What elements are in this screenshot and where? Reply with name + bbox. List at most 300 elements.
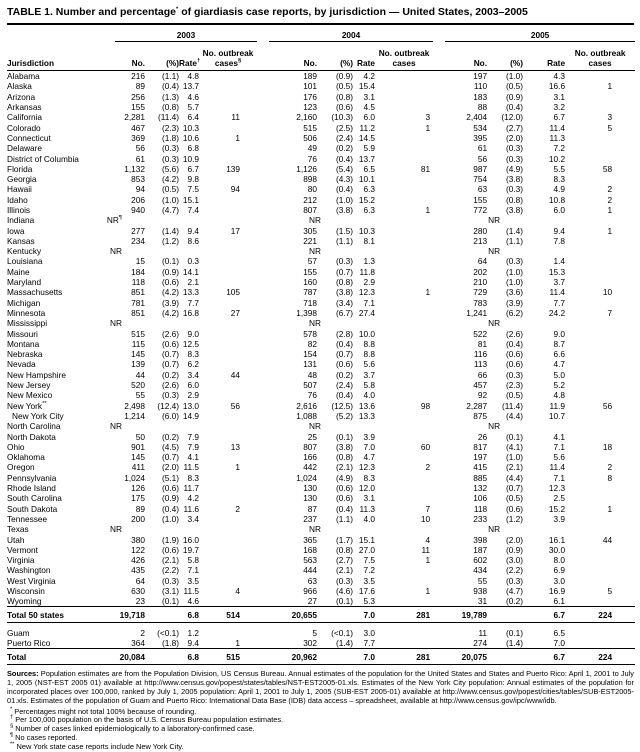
outbreak-marker: § — [237, 57, 242, 64]
cell-2003-rate: 7.9 — [187, 441, 199, 452]
cell-2005-no: 88 — [477, 102, 488, 113]
cell-2003-no: 630 — [131, 585, 145, 596]
cell-2003-pct — [145, 524, 179, 534]
cell-2005-rate: 15.2 — [548, 503, 566, 514]
pct-header-2004: (%) — [317, 42, 353, 71]
spacer-cell — [257, 623, 269, 638]
cell-2004-rate — [353, 421, 375, 431]
cell-2004-rate: 7.0 — [353, 649, 375, 665]
cell-2003-ob — [199, 483, 257, 493]
cell-2003-pct — [145, 246, 179, 256]
cell-2005-pct: (11.4) — [502, 400, 524, 411]
cell-2003-pct: (0.3) — [161, 143, 179, 154]
table-row — [7, 411, 635, 421]
spacer-cell — [433, 246, 445, 256]
spacer-cell — [257, 256, 269, 266]
cell-2004-pct: (2.1) — [335, 565, 354, 576]
cell-2004-rate: 10.1 — [358, 174, 376, 185]
cell-2004-ob — [375, 380, 433, 390]
cell-2003-rate: 10.6 — [182, 132, 199, 143]
spacer-cell — [433, 143, 445, 153]
cell-2004-ob — [375, 493, 433, 503]
spacer-cell — [433, 545, 445, 555]
spacer-cell — [433, 607, 445, 623]
cell-2003-no: 118 — [131, 277, 145, 288]
cell-2005-no: 729 — [473, 287, 488, 298]
cell-2003-rate — [179, 215, 199, 225]
cell-2003-pct: (0.4) — [161, 81, 179, 92]
table-row — [7, 493, 635, 503]
cell-2003-no: 277 — [131, 225, 145, 236]
cell-2003-ob: 139 — [226, 163, 241, 174]
table-row — [7, 390, 635, 400]
cell-2003-pct: (1.2) — [161, 235, 179, 246]
spacer-cell — [433, 308, 445, 318]
cell-2005-rate: 10.2 — [548, 153, 566, 164]
cell-2004-rate: 11.8 — [359, 266, 376, 277]
spacer-cell — [257, 524, 269, 534]
total-row — [7, 649, 635, 665]
cell-2004-pct: (0.7) — [335, 349, 354, 360]
cell-2003-no: 216 — [131, 71, 145, 82]
spacer-cell — [433, 153, 445, 163]
cell-2004-pct: (0.8) — [335, 91, 354, 102]
spacer-cell — [433, 328, 445, 338]
jurisdiction-cell: Maryland — [7, 277, 42, 288]
cell-2005-rate: 9.0 — [553, 328, 566, 339]
cell-2003-rate: 8.6 — [187, 235, 199, 246]
column-header-row — [7, 42, 635, 71]
cell-2003-no: 520 — [131, 380, 145, 391]
cell-2003-pct: (2.6) — [161, 328, 179, 339]
cell-2004-no: 506 — [303, 132, 318, 143]
jurisdiction-cell: New Mexico — [7, 390, 53, 401]
cell-2003-rate — [179, 246, 199, 256]
cell-2005-pct — [487, 607, 523, 623]
cell-2003-rate: 8.3 — [187, 349, 199, 360]
spacer-cell — [257, 318, 269, 328]
cell-2004-no: 176 — [303, 91, 318, 102]
jurisdiction-cell: Nebraska — [7, 349, 43, 360]
cell-2004-rate: 11.2 — [359, 122, 376, 133]
spacer-cell — [257, 184, 269, 194]
cell-2005-pct: (0.7) — [506, 483, 524, 494]
cell-2005-pct: (6.2) — [506, 307, 524, 318]
cell-2003-rate: 10.9 — [182, 153, 199, 164]
cell-2004-pct: (0.5) — [335, 81, 354, 92]
cell-2005-rate: 11.3 — [549, 132, 566, 143]
cell-2005-no: 783 — [473, 297, 488, 308]
spacer-cell — [433, 555, 445, 565]
spacer-cell — [257, 215, 269, 225]
table-row — [7, 545, 635, 555]
table-row — [7, 236, 635, 246]
cell-2003-no: 19,718 — [115, 607, 145, 623]
cell-2005-ob — [565, 246, 635, 256]
cell-2003-rate: 3.5 — [187, 575, 199, 586]
cell-2004-rate — [353, 215, 375, 225]
jurisdiction-cell: Louisiana — [7, 256, 43, 267]
total-row — [7, 607, 635, 623]
cell-2005-ob — [565, 370, 635, 380]
spacer-cell — [433, 205, 445, 215]
cell-2004-no: 787 — [303, 287, 318, 298]
cell-2003-ob — [199, 349, 257, 359]
spacer-cell — [257, 555, 269, 565]
cell-2003-ob — [199, 359, 257, 369]
cell-2005-no: NR — [488, 215, 501, 226]
cell-2005-pct: (3.8) — [506, 205, 524, 215]
cell-2005-ob: 2 — [607, 194, 613, 205]
jurisdiction-cell: Oregon — [7, 462, 35, 473]
jurisdiction-cell: Vermont — [7, 544, 38, 555]
cell-2003-ob — [199, 421, 257, 431]
cell-2004-ob — [375, 318, 433, 328]
cell-2005-no: 187 — [473, 544, 488, 555]
cell-2003-rate: 5.8 — [187, 555, 199, 566]
table-row — [7, 225, 635, 235]
cell-2004-ob: 281 — [375, 607, 433, 623]
cell-2005-no: 116 — [473, 349, 488, 360]
cell-2005-pct: (0.3) — [506, 184, 524, 195]
cell-2005-no: 2,404 — [466, 112, 488, 123]
cell-2003-ob — [199, 122, 257, 132]
cell-2004-rate: 14.5 — [358, 132, 376, 143]
cell-2005-rate: 7.1 — [553, 441, 566, 452]
cell-2005-rate: 6.1 — [553, 596, 566, 607]
cell-2003-pct: (5.1) — [161, 472, 179, 483]
cell-2003-no: 369 — [131, 132, 145, 143]
spacer-cell — [433, 452, 445, 462]
spacer-cell — [257, 328, 269, 338]
table-row — [7, 122, 635, 132]
spacer-cell — [433, 380, 445, 390]
cell-2003-pct: (0.4) — [161, 503, 179, 514]
spacer-cell — [433, 267, 445, 277]
cell-2005-ob: 18 — [602, 441, 613, 452]
cell-2003-no: 2 — [140, 627, 145, 638]
year-2004-header: 2004 — [269, 26, 433, 42]
cell-2003-no: 64 — [135, 575, 145, 586]
cell-2005-pct: (0.6) — [506, 349, 524, 360]
table-row — [7, 503, 635, 513]
cell-2003-rate: 6.0 — [187, 380, 199, 391]
cell-2004-rate: 8.8 — [363, 338, 376, 349]
cell-2004-pct: (2.8) — [335, 328, 354, 339]
cell-2003-no: 55 — [135, 390, 145, 401]
cell-2004-rate: 12.0 — [358, 483, 376, 494]
cell-2003-no: 126 — [131, 483, 145, 494]
cell-2004-rate: 13.6 — [358, 400, 376, 411]
cell-2004-rate: 8.3 — [363, 472, 376, 483]
cell-2005-rate: 2.5 — [553, 493, 566, 504]
spacer-cell — [433, 92, 445, 102]
cell-2005-rate: 4.1 — [553, 431, 566, 442]
table-row — [7, 370, 635, 380]
footnote-text: New York state case reports include New York City. — [16, 741, 184, 751]
cell-2005-rate: 11.4 — [549, 122, 566, 133]
table-row — [7, 380, 635, 390]
cell-2005-pct: (0.5) — [506, 493, 524, 504]
cell-2004-no: 718 — [303, 297, 318, 308]
table-row — [7, 576, 635, 586]
cell-2004-ob — [375, 328, 433, 338]
jurisdiction-header: Jurisdiction — [7, 42, 115, 71]
cell-2003-no: 139 — [131, 359, 145, 370]
cell-2005-no: 415 — [473, 462, 488, 473]
cell-2004-rate: 11.3 — [359, 503, 376, 514]
cell-2005-rate: 6.7 — [553, 112, 566, 123]
cell-2005-rate: 15.3 — [548, 266, 566, 277]
cell-2004-no: 123 — [303, 102, 318, 113]
cell-2005-no: NR — [488, 421, 501, 432]
cell-2003-ob — [199, 576, 257, 586]
cell-2005-rate: 3.0 — [553, 575, 566, 586]
cell-2004-no: 444 — [303, 565, 318, 576]
cell-2003-ob — [199, 596, 257, 607]
cell-2005-pct: (4.7) — [506, 585, 524, 596]
spacer-cell — [433, 195, 445, 205]
jurisdiction-cell: North Dakota — [7, 431, 56, 442]
cell-2003-pct: (<0.1) — [157, 627, 179, 638]
cell-2004-ob — [375, 195, 433, 205]
outbreak-label-line2: cases — [392, 57, 416, 68]
cell-2003-ob — [199, 267, 257, 277]
spacer-cell — [433, 411, 445, 421]
cell-2004-rate: 15.4 — [358, 81, 376, 92]
cell-2004-no: 898 — [303, 174, 318, 185]
cell-2005-ob — [565, 153, 635, 163]
jurisdiction-cell: South Carolina — [7, 493, 62, 504]
no-header-2003: No. — [115, 42, 145, 71]
cell-2003-rate: 11.5 — [183, 585, 199, 596]
cell-2003-no: 1,132 — [124, 163, 145, 174]
cell-2004-pct — [317, 246, 353, 256]
cell-2004-pct: (2.1) — [335, 462, 354, 473]
table-row — [7, 143, 635, 153]
jurisdiction-cell: Massachusetts — [7, 287, 63, 298]
cell-2004-pct: (1.5) — [335, 225, 354, 236]
cell-2005-ob: 56 — [602, 400, 613, 411]
table-row — [7, 184, 635, 194]
cell-2003-no: 411 — [131, 462, 145, 473]
cell-2005-rate: 10.8 — [548, 194, 566, 205]
table-row — [7, 71, 635, 82]
table-title: TABLE 1. Number and percentage* of giardiasis case reports, by jurisdiction — United States, 2003–2005 — [7, 6, 528, 18]
table-row — [7, 442, 635, 452]
spacer-cell — [433, 184, 445, 194]
cell-2004-no: NR — [309, 215, 322, 226]
cell-2004-pct: (0.4) — [335, 153, 354, 164]
cell-2004-no: 76 — [307, 153, 318, 164]
cell-2004-no: 221 — [303, 235, 318, 246]
cell-2003-pct: (0.7) — [161, 452, 179, 463]
cell-2005-pct: (0.9) — [506, 91, 524, 102]
cell-2005-no: 64 — [477, 256, 488, 267]
cell-2005-ob — [565, 576, 635, 586]
cell-2005-ob — [565, 71, 635, 82]
cell-2004-rate: 3.1 — [363, 493, 376, 504]
table-row — [7, 256, 635, 266]
cell-2003-rate: 9.0 — [187, 328, 199, 339]
cell-2003-rate: 6.7 — [187, 163, 199, 174]
cell-2005-no: 754 — [473, 174, 488, 185]
cell-2004-rate: 4.5 — [363, 102, 376, 113]
cell-2004-pct: (0.6) — [335, 359, 354, 370]
jurisdiction-cell: Illinois — [7, 205, 31, 215]
cell-2003-rate: 13.0 — [182, 400, 199, 411]
cell-2004-rate: 4.2 — [363, 71, 376, 82]
cell-2005-ob — [565, 390, 635, 400]
cell-2003-ob — [199, 339, 257, 349]
cell-2004-pct: (0.1) — [335, 431, 354, 442]
cell-2003-no: 1,214 — [124, 410, 145, 421]
cell-2005-rate: 4.3 — [553, 71, 566, 82]
pct-header-2003: (%) — [145, 42, 179, 71]
spacer-cell — [433, 576, 445, 586]
cell-2003-no: 23 — [135, 596, 145, 607]
cell-2005-ob: 224 — [565, 649, 635, 665]
year-header-row — [7, 26, 635, 42]
rate-marker: † — [196, 58, 201, 65]
cell-2003-ob: 11 — [231, 112, 241, 123]
cell-2004-ob: 1 — [425, 585, 431, 596]
cell-2004-pct: (0.8) — [335, 277, 354, 288]
cell-2005-rate: 6.7 — [523, 607, 565, 623]
jurisdiction-cell: Utah — [7, 534, 25, 545]
cell-2003-no: 364 — [131, 637, 145, 648]
spacer-cell — [257, 607, 269, 623]
jurisdiction-cell: Puerto Rico — [7, 637, 51, 648]
table-row — [7, 623, 635, 638]
cell-2003-pct: (4.2) — [161, 307, 179, 318]
cell-2003-ob — [199, 256, 257, 266]
cell-2004-pct: (0.3) — [335, 256, 354, 267]
cell-2003-ob — [199, 555, 257, 565]
cell-2004-pct: (0.4) — [335, 184, 354, 195]
cell-2004-no: 131 — [303, 359, 318, 370]
cell-2003-no: 61 — [135, 153, 145, 164]
cell-2005-ob: 1 — [607, 225, 613, 236]
cell-2004-pct — [317, 524, 353, 534]
cell-2004-pct: (5.4) — [335, 163, 354, 174]
outbreak-label-line2: cases — [214, 57, 238, 68]
cell-2005-ob: 1 — [607, 503, 613, 514]
cell-2003-ob: 515 — [199, 649, 257, 665]
cell-2004-ob — [375, 483, 433, 493]
cell-2003-ob — [199, 246, 257, 256]
cell-2003-pct: (1.1) — [161, 71, 179, 82]
cell-2003-no: 175 — [131, 493, 145, 504]
cell-2005-ob: 5 — [607, 585, 613, 596]
cell-2005-no: 56 — [477, 153, 488, 164]
outbreak-label-line1: No. outbreak — [378, 48, 430, 58]
cell-2003-ob — [199, 205, 257, 215]
spacer-cell — [433, 493, 445, 503]
jurisdiction-cell: New York** — [7, 400, 47, 411]
cell-2005-no: 2,287 — [466, 400, 488, 411]
footnote-text: Number of cases linked epidemiologically to a laboratory-confirmed case. — [15, 724, 255, 734]
cell-2005-pct: (0.3) — [506, 153, 524, 164]
cell-2005-no: 817 — [473, 441, 488, 452]
cell-2004-no: 578 — [303, 328, 318, 339]
cell-2005-pct: (4.9) — [506, 163, 524, 174]
cell-2005-pct: (0.6) — [506, 359, 524, 370]
sources-label: Sources: — [7, 669, 39, 679]
cell-2003-rate: 14.9 — [182, 410, 199, 421]
cell-2004-rate: 12.3 — [358, 462, 376, 473]
cell-2003-no: 15 — [135, 256, 145, 267]
cell-2005-pct: (1.2) — [506, 513, 524, 524]
cell-2004-pct: (<0.1) — [331, 627, 354, 638]
cell-2003-no: 940 — [131, 205, 145, 215]
cell-2005-ob: 224 — [565, 607, 635, 623]
outbreak-header-2004 — [375, 42, 433, 71]
spacer-cell — [257, 287, 269, 297]
jurisdiction-cell: Arizona — [7, 91, 36, 102]
jurisdiction-cell: Hawaii — [7, 184, 32, 195]
cell-2004-pct: (1.7) — [335, 534, 354, 545]
cell-2003-ob — [199, 411, 257, 421]
spacer-cell — [257, 164, 269, 174]
cell-2004-no: 130 — [303, 483, 318, 494]
cell-2003-rate: 7.1 — [187, 565, 199, 576]
cell-2004-ob: 1 — [425, 555, 431, 566]
cell-2003-pct — [145, 607, 179, 623]
cell-2005-pct: (1.4) — [506, 637, 524, 648]
cell-2004-rate: 3.1 — [363, 91, 376, 102]
cell-2005-ob — [565, 92, 635, 102]
spacer-cell — [257, 71, 269, 82]
sources-note — [7, 670, 634, 706]
jurisdiction-cell: Rhode Island — [7, 483, 56, 494]
spacer-cell — [257, 493, 269, 503]
cell-2005-no: 398 — [473, 534, 488, 545]
cell-2003-no: 435 — [131, 565, 145, 576]
cell-2004-pct: (2.4) — [335, 132, 354, 143]
cell-2003-rate — [179, 421, 199, 431]
cell-2005-rate: 16.6 — [548, 81, 566, 92]
cell-2005-pct: (2.0) — [506, 534, 524, 545]
table-row — [7, 174, 635, 184]
cell-2004-ob — [375, 339, 433, 349]
cell-2005-no: 19,789 — [445, 607, 487, 623]
cell-2005-rate: 11.4 — [549, 287, 566, 298]
cell-2003-pct: (0.6) — [161, 544, 179, 555]
outbreak-label-line2: cases — [588, 57, 612, 68]
spacer-cell — [257, 431, 269, 441]
cell-2004-pct: (1.0) — [335, 194, 354, 205]
cell-2005-no: 434 — [473, 565, 488, 576]
cell-2004-rate: 3.7 — [363, 369, 376, 380]
cell-2003-no: 1,024 — [124, 472, 145, 483]
cell-2005-pct: (0.5) — [506, 390, 524, 401]
cell-2005-ob — [565, 298, 635, 308]
cell-2003-rate: 6.2 — [187, 359, 199, 370]
cell-2003-rate: 4.6 — [187, 91, 199, 102]
cell-2003-pct: (4.2) — [161, 287, 179, 298]
cell-2004-no: 160 — [303, 277, 318, 288]
cell-2004-ob — [375, 215, 433, 225]
cell-2005-rate: 7.1 — [553, 472, 566, 483]
spacer-cell — [433, 102, 445, 112]
cell-2004-pct — [317, 215, 353, 225]
table-row — [7, 205, 635, 215]
cell-2003-no: 901 — [131, 441, 145, 452]
cell-2004-rate: 8.1 — [363, 235, 376, 246]
cell-2004-ob — [375, 359, 433, 369]
spacer-cell — [257, 174, 269, 184]
